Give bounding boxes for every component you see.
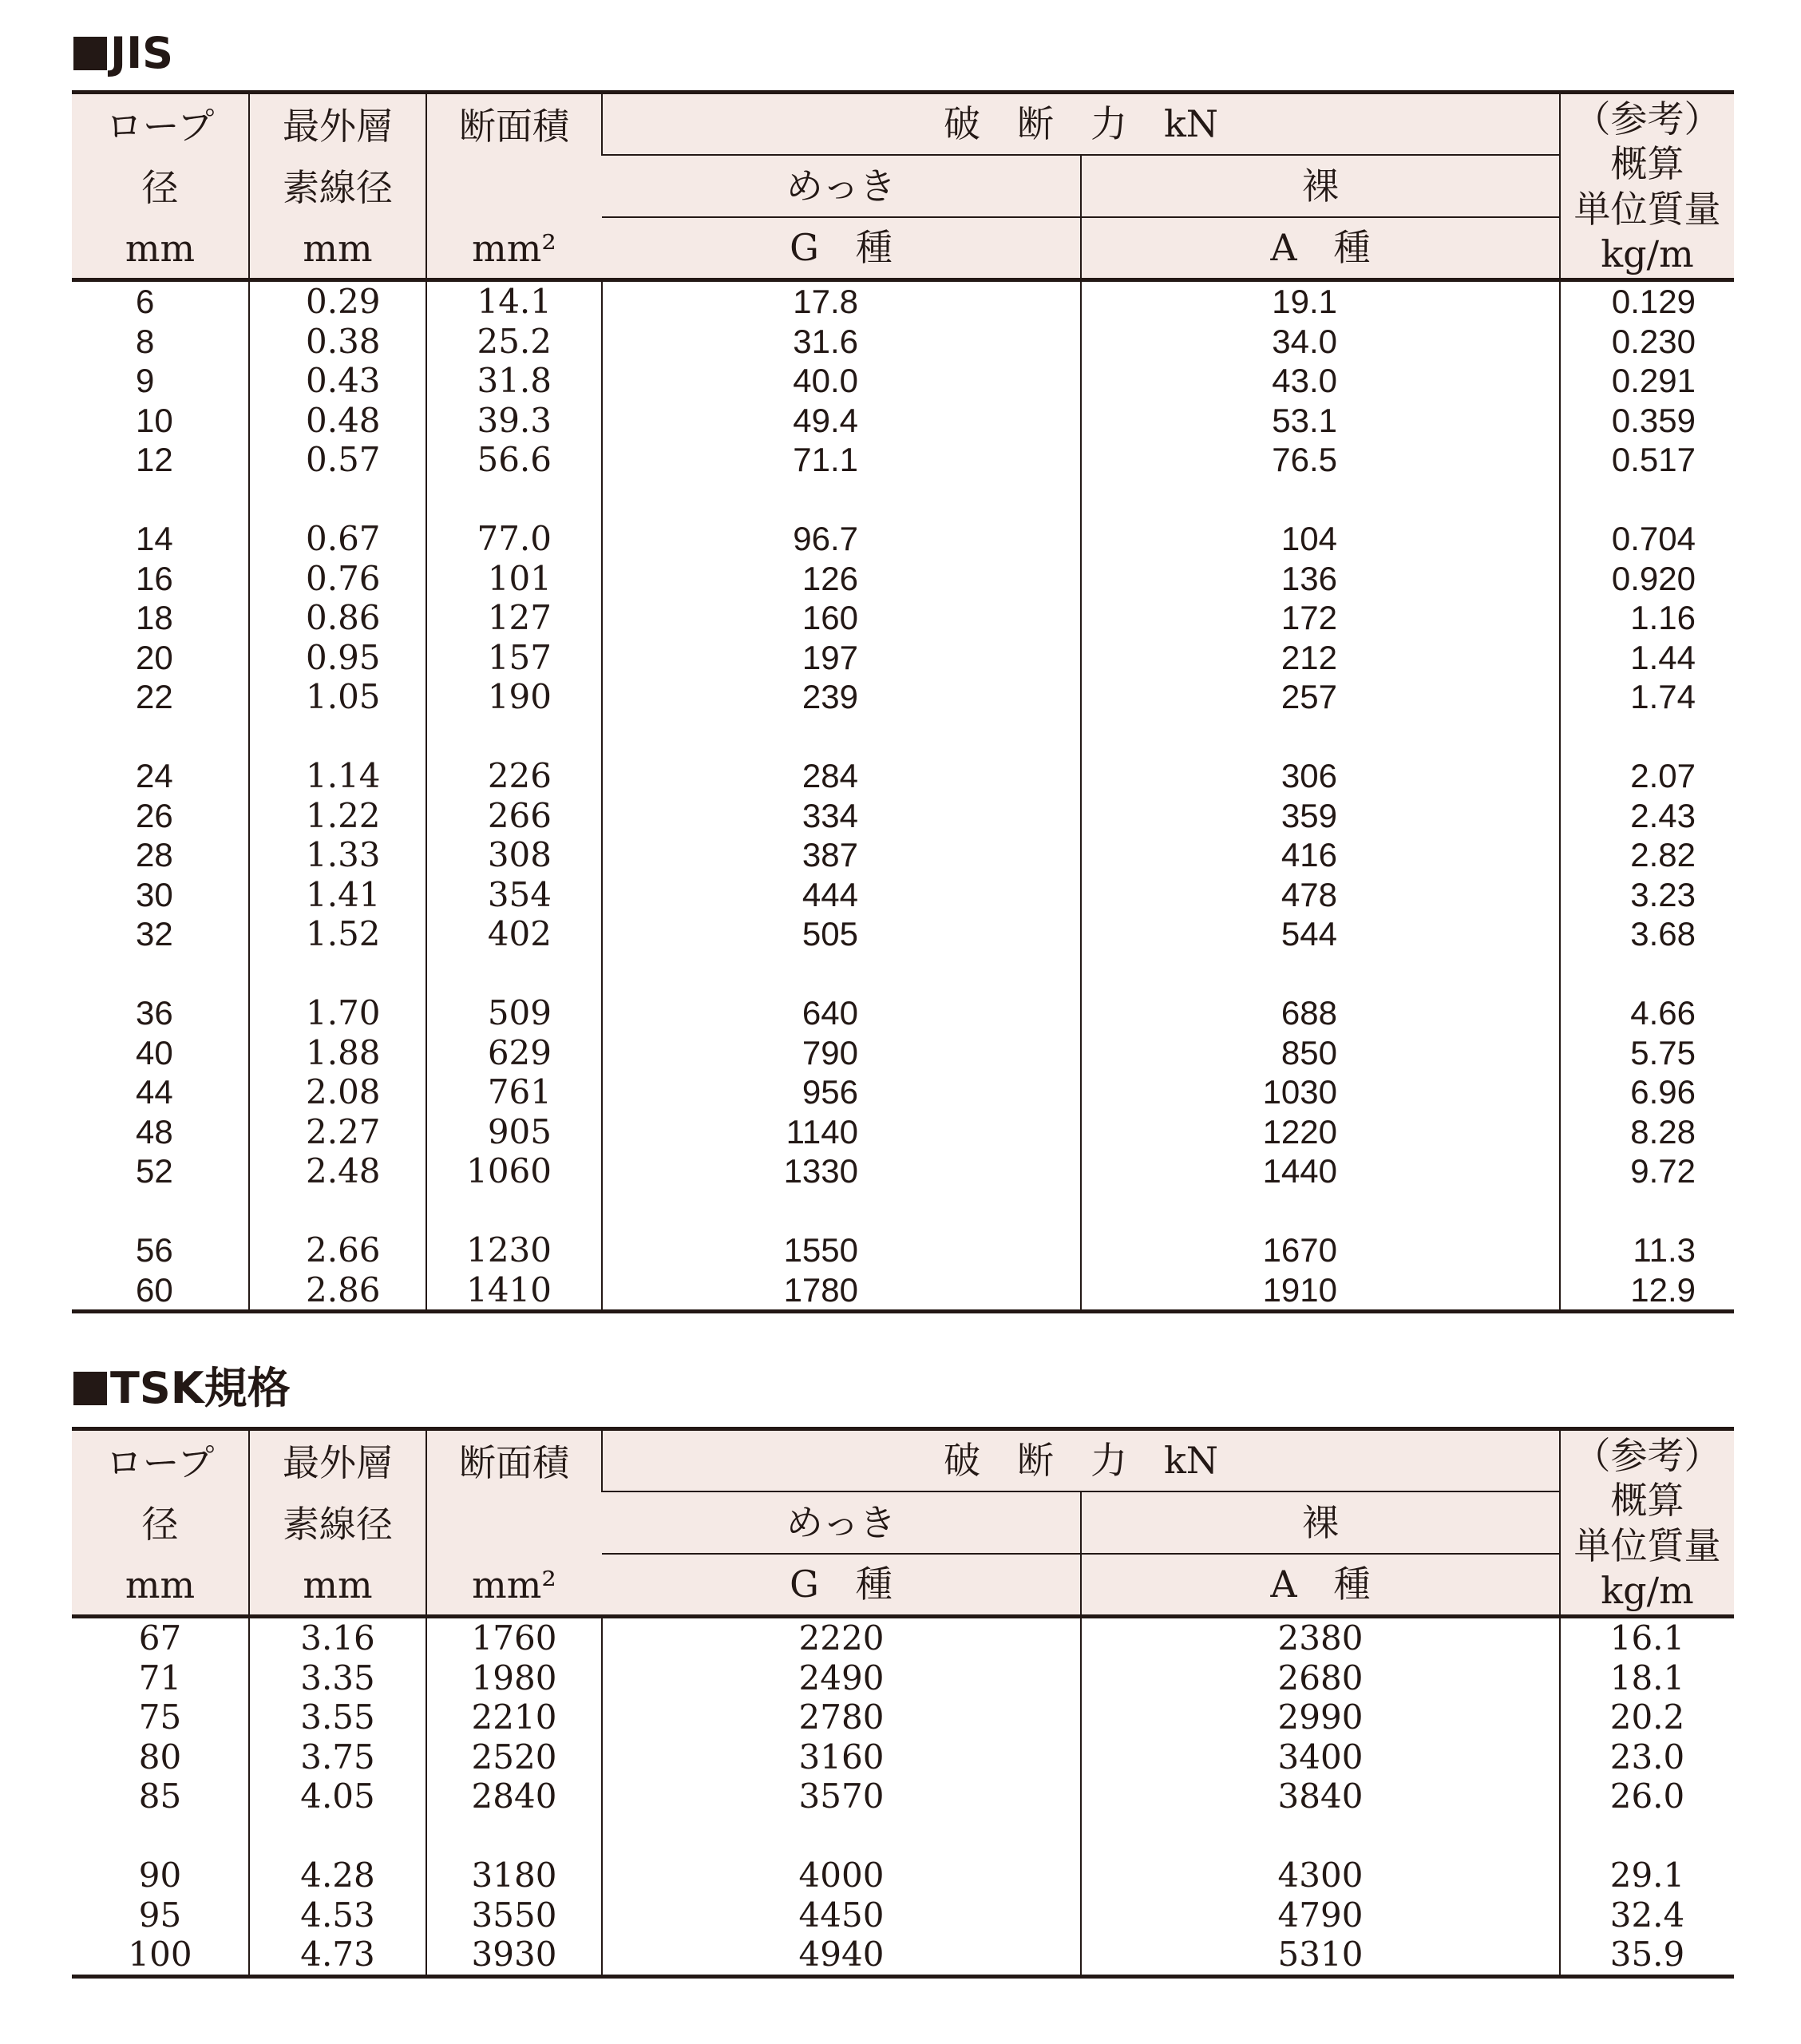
cross-section-cell: 31.8 bbox=[426, 361, 602, 401]
outer-wire-diameter-cell: 0.29 bbox=[249, 280, 426, 322]
table-row bbox=[72, 835, 1734, 875]
cross-section-cell: 3550 bbox=[426, 1895, 602, 1935]
outer-wire-diameter-cell: 4.53 bbox=[249, 1895, 426, 1935]
spacer-cell bbox=[602, 717, 1081, 757]
bare-a-breaking-cell: 2380 bbox=[1081, 1617, 1560, 1658]
outer-wire-diameter-cell: 1.70 bbox=[249, 993, 426, 1033]
outer-wire-diameter-cell: 4.73 bbox=[249, 1935, 426, 1976]
jis-table bbox=[72, 90, 1734, 1313]
table-row bbox=[72, 1856, 1734, 1895]
unit-mass-cell: 1.16 bbox=[1560, 598, 1734, 638]
bare-a-breaking-cell: 850 bbox=[1081, 1033, 1560, 1073]
plated-g-breaking-cell: 505 bbox=[602, 914, 1081, 954]
plated-g-breaking-cell: 197 bbox=[602, 638, 1081, 678]
cross-section-cell: 2840 bbox=[426, 1777, 602, 1816]
outer-wire-diameter-cell: 4.28 bbox=[249, 1856, 426, 1895]
col-rope-diameter-header: ロープ 径 mm bbox=[72, 1429, 249, 1617]
spacer-cell bbox=[249, 717, 426, 757]
rope-diameter-cell: 40 bbox=[136, 1033, 173, 1072]
cross-section-cell: 190 bbox=[426, 677, 602, 717]
col-breaking-force-header: 破 断 力 kN bbox=[602, 93, 1560, 155]
unit-mass-cell: 29.1 bbox=[1560, 1856, 1734, 1895]
cross-section-cell: 1760 bbox=[426, 1617, 602, 1658]
spacer-cell bbox=[1560, 1816, 1734, 1856]
plated-g-breaking-cell: 2220 bbox=[602, 1617, 1081, 1658]
table-row bbox=[72, 1617, 1734, 1658]
rope-diameter-cell: 95 bbox=[138, 1895, 182, 1935]
spacer-cell bbox=[426, 1191, 602, 1231]
tsk-title-text: TSK規格 bbox=[110, 1363, 291, 1413]
spacer-cell bbox=[249, 480, 426, 520]
table-row bbox=[72, 756, 1734, 796]
bare-a-breaking-cell: 359 bbox=[1081, 796, 1560, 836]
spacer-cell bbox=[426, 1816, 602, 1856]
bare-a-breaking-cell: 1440 bbox=[1081, 1151, 1560, 1191]
spacer-cell bbox=[426, 954, 602, 994]
col-a-type-header: A 種 bbox=[1081, 1554, 1560, 1616]
unit-mass-cell: 16.1 bbox=[1560, 1617, 1734, 1658]
bare-a-breaking-cell: 1030 bbox=[1081, 1072, 1560, 1112]
spacer-cell bbox=[1081, 1816, 1560, 1856]
col-rope-diameter-header: ロープ 径 mm bbox=[72, 93, 249, 280]
table-row bbox=[72, 519, 1734, 559]
rope-diameter-cell: 90 bbox=[138, 1856, 182, 1895]
col-plated-header: めっき bbox=[602, 155, 1081, 217]
outer-wire-diameter-cell: 1.14 bbox=[249, 756, 426, 796]
outer-wire-diameter-cell: 2.86 bbox=[249, 1270, 426, 1312]
plated-g-breaking-cell: 4450 bbox=[602, 1895, 1081, 1935]
plated-g-breaking-cell: 1780 bbox=[602, 1270, 1081, 1312]
rope-diameter-cell: 30 bbox=[136, 875, 173, 913]
unit-mass-cell: 0.359 bbox=[1560, 401, 1734, 441]
unit-mass-cell: 0.704 bbox=[1560, 519, 1734, 559]
outer-wire-diameter-cell: 0.43 bbox=[249, 361, 426, 401]
outer-wire-diameter-cell: 1.33 bbox=[249, 835, 426, 875]
col-cross-section-header: 断面積 mm² bbox=[426, 93, 602, 280]
plated-g-breaking-cell: 2780 bbox=[602, 1697, 1081, 1737]
bare-a-breaking-cell: 1670 bbox=[1081, 1230, 1560, 1270]
plated-g-breaking-cell: 1550 bbox=[602, 1230, 1081, 1270]
unit-mass-cell: 3.23 bbox=[1560, 875, 1734, 915]
cross-section-cell: 629 bbox=[426, 1033, 602, 1073]
plated-g-breaking-cell: 17.8 bbox=[602, 280, 1081, 322]
table-row bbox=[72, 322, 1734, 362]
outer-wire-diameter-cell: 2.48 bbox=[249, 1151, 426, 1191]
rope-diameter-cell: 10 bbox=[136, 401, 173, 439]
bare-a-breaking-cell: 257 bbox=[1081, 677, 1560, 717]
table-row bbox=[72, 796, 1734, 836]
unit-mass-cell: 0.920 bbox=[1560, 559, 1734, 599]
bare-a-breaking-cell: 3400 bbox=[1081, 1737, 1560, 1777]
cross-section-cell: 101 bbox=[426, 559, 602, 599]
unit-mass-cell: 2.43 bbox=[1560, 796, 1734, 836]
spacer-cell bbox=[602, 954, 1081, 994]
cross-section-cell: 761 bbox=[426, 1072, 602, 1112]
tsk-table-header bbox=[72, 1429, 1734, 1617]
plated-g-breaking-cell: 334 bbox=[602, 796, 1081, 836]
outer-wire-diameter-cell: 2.66 bbox=[249, 1230, 426, 1270]
outer-wire-diameter-cell: 1.22 bbox=[249, 796, 426, 836]
table-row bbox=[72, 280, 1734, 322]
outer-wire-diameter-cell: 4.05 bbox=[249, 1777, 426, 1816]
spacer-row bbox=[72, 480, 1734, 520]
cross-section-cell: 3180 bbox=[426, 1856, 602, 1895]
plated-g-breaking-cell: 3160 bbox=[602, 1737, 1081, 1777]
col-a-type-header: A 種 bbox=[1081, 217, 1560, 279]
plated-g-breaking-cell: 387 bbox=[602, 835, 1081, 875]
cross-section-cell: 39.3 bbox=[426, 401, 602, 441]
col-outer-wire-diameter-header: 最外層 素線径 mm bbox=[249, 93, 426, 280]
unit-mass-cell: 3.68 bbox=[1560, 914, 1734, 954]
table-row bbox=[72, 1270, 1734, 1312]
spacer-cell bbox=[249, 954, 426, 994]
bare-a-breaking-cell: 2990 bbox=[1081, 1697, 1560, 1737]
cross-section-cell: 77.0 bbox=[426, 519, 602, 559]
rope-diameter-cell: 20 bbox=[136, 638, 173, 676]
spacer-cell bbox=[72, 1816, 249, 1856]
table-row bbox=[72, 1737, 1734, 1777]
spacer-cell bbox=[1560, 954, 1734, 994]
col-g-type-header: G 種 bbox=[602, 1554, 1081, 1616]
rope-diameter-cell: 12 bbox=[136, 441, 173, 478]
outer-wire-diameter-cell: 0.76 bbox=[249, 559, 426, 599]
bare-a-breaking-cell: 1910 bbox=[1081, 1270, 1560, 1312]
table-row bbox=[72, 1895, 1734, 1935]
table-row bbox=[72, 1112, 1734, 1152]
rope-diameter-cell: 60 bbox=[72, 1270, 249, 1312]
table-row bbox=[72, 993, 1734, 1033]
col-outer-wire-diameter-header: 最外層 素線径 mm bbox=[249, 1429, 426, 1617]
outer-wire-diameter-cell: 0.38 bbox=[249, 322, 426, 362]
outer-wire-diameter-cell: 0.67 bbox=[249, 519, 426, 559]
plated-g-breaking-cell: 2490 bbox=[602, 1658, 1081, 1698]
unit-mass-cell: 0.291 bbox=[1560, 361, 1734, 401]
bare-a-breaking-cell: 19.1 bbox=[1081, 280, 1560, 322]
spacer-cell bbox=[1560, 717, 1734, 757]
cross-section-cell: 509 bbox=[426, 993, 602, 1033]
unit-mass-cell: 32.4 bbox=[1560, 1895, 1734, 1935]
spacer-cell bbox=[1560, 480, 1734, 520]
outer-wire-diameter-cell: 3.55 bbox=[249, 1697, 426, 1737]
plated-g-breaking-cell: 640 bbox=[602, 993, 1081, 1033]
spacer-cell bbox=[1081, 480, 1560, 520]
outer-wire-diameter-cell: 0.57 bbox=[249, 440, 426, 480]
col-unit-mass-header: （参考） 概算 単位質量 kg/m bbox=[1560, 93, 1734, 280]
unit-mass-cell: 6.96 bbox=[1560, 1072, 1734, 1112]
outer-wire-diameter-cell: 0.95 bbox=[249, 638, 426, 678]
unit-mass-cell: 1.74 bbox=[1560, 677, 1734, 717]
rope-diameter-cell: 44 bbox=[136, 1073, 173, 1111]
unit-mass-cell: 5.75 bbox=[1560, 1033, 1734, 1073]
table-row bbox=[72, 677, 1734, 717]
col-cross-section-header: 断面積 mm² bbox=[426, 1429, 602, 1617]
table-row bbox=[72, 1072, 1734, 1112]
cross-section-cell: 25.2 bbox=[426, 322, 602, 362]
outer-wire-diameter-cell: 2.08 bbox=[249, 1072, 426, 1112]
bare-a-breaking-cell: 76.5 bbox=[1081, 440, 1560, 480]
cross-section-cell: 127 bbox=[426, 598, 602, 638]
cross-section-cell: 905 bbox=[426, 1112, 602, 1152]
plated-g-breaking-cell: 444 bbox=[602, 875, 1081, 915]
table-row bbox=[72, 875, 1734, 915]
table-row bbox=[72, 440, 1734, 480]
bare-a-breaking-cell: 2680 bbox=[1081, 1658, 1560, 1698]
rope-diameter-cell: 100 bbox=[72, 1935, 249, 1976]
rope-diameter-cell: 71 bbox=[138, 1658, 182, 1697]
table-row bbox=[72, 1151, 1734, 1191]
plated-g-breaking-cell: 49.4 bbox=[602, 401, 1081, 441]
cross-section-cell: 2210 bbox=[426, 1697, 602, 1737]
plated-g-breaking-cell: 126 bbox=[602, 559, 1081, 599]
unit-mass-cell: 0.517 bbox=[1560, 440, 1734, 480]
spacer-cell bbox=[72, 717, 249, 757]
jis-title-text: JIS bbox=[110, 28, 174, 78]
cross-section-cell: 56.6 bbox=[426, 440, 602, 480]
rope-diameter-cell: 8 bbox=[136, 322, 155, 360]
unit-mass-cell: 0.230 bbox=[1560, 322, 1734, 362]
col-g-type-header: G 種 bbox=[602, 217, 1081, 279]
unit-mass-cell: 20.2 bbox=[1560, 1697, 1734, 1737]
spacer-cell bbox=[1081, 1191, 1560, 1231]
rope-diameter-cell: 52 bbox=[136, 1152, 173, 1190]
unit-mass-cell: 2.07 bbox=[1560, 756, 1734, 796]
bare-a-breaking-cell: 3840 bbox=[1081, 1777, 1560, 1816]
cross-section-cell: 14.1 bbox=[426, 280, 602, 322]
unit-mass-cell: 18.1 bbox=[1560, 1658, 1734, 1698]
plated-g-breaking-cell: 31.6 bbox=[602, 322, 1081, 362]
rope-diameter-cell: 16 bbox=[136, 559, 173, 597]
bare-a-breaking-cell: 172 bbox=[1081, 598, 1560, 638]
cross-section-cell: 226 bbox=[426, 756, 602, 796]
cross-section-cell: 1410 bbox=[426, 1270, 602, 1312]
rope-diameter-cell: 26 bbox=[136, 796, 173, 834]
rope-diameter-cell: 22 bbox=[136, 678, 173, 715]
col-bare-header: 裸 bbox=[1081, 1491, 1560, 1554]
spacer-cell bbox=[72, 954, 249, 994]
bare-a-breaking-cell: 53.1 bbox=[1081, 401, 1560, 441]
rope-diameter-cell: 32 bbox=[136, 915, 173, 953]
unit-mass-cell: 11.3 bbox=[1560, 1230, 1734, 1270]
spacer-cell bbox=[602, 1816, 1081, 1856]
cross-section-cell: 3930 bbox=[426, 1935, 602, 1976]
plated-g-breaking-cell: 1140 bbox=[602, 1112, 1081, 1152]
outer-wire-diameter-cell: 1.52 bbox=[249, 914, 426, 954]
outer-wire-diameter-cell: 3.35 bbox=[249, 1658, 426, 1698]
table-row bbox=[72, 1033, 1734, 1073]
rope-diameter-cell: 14 bbox=[136, 520, 173, 557]
outer-wire-diameter-cell: 2.27 bbox=[249, 1112, 426, 1152]
outer-wire-diameter-cell: 3.75 bbox=[249, 1737, 426, 1777]
plated-g-breaking-cell: 40.0 bbox=[602, 361, 1081, 401]
col-plated-header: めっき bbox=[602, 1491, 1081, 1554]
tsk-section-title bbox=[73, 1363, 291, 1413]
plated-g-breaking-cell: 956 bbox=[602, 1072, 1081, 1112]
bare-a-breaking-cell: 43.0 bbox=[1081, 361, 1560, 401]
spacer-row bbox=[72, 717, 1734, 757]
outer-wire-diameter-cell: 0.48 bbox=[249, 401, 426, 441]
cross-section-cell: 308 bbox=[426, 835, 602, 875]
spacer-cell bbox=[1081, 954, 1560, 994]
cross-section-cell: 157 bbox=[426, 638, 602, 678]
rope-diameter-cell: 36 bbox=[136, 994, 173, 1032]
tsk-table-body bbox=[72, 1617, 1734, 1977]
unit-mass-cell: 4.66 bbox=[1560, 993, 1734, 1033]
spacer-cell bbox=[1560, 1191, 1734, 1231]
table-row bbox=[72, 361, 1734, 401]
bare-a-breaking-cell: 544 bbox=[1081, 914, 1560, 954]
spacer-cell bbox=[426, 717, 602, 757]
plated-g-breaking-cell: 284 bbox=[602, 756, 1081, 796]
plated-g-breaking-cell: 160 bbox=[602, 598, 1081, 638]
spacer-cell bbox=[249, 1816, 426, 1856]
cross-section-cell: 354 bbox=[426, 875, 602, 915]
rope-diameter-cell: 67 bbox=[138, 1618, 182, 1658]
spacer-cell bbox=[72, 480, 249, 520]
rope-diameter-cell: 6 bbox=[136, 283, 155, 320]
bare-a-breaking-cell: 416 bbox=[1081, 835, 1560, 875]
spacer-cell bbox=[1081, 717, 1560, 757]
rope-diameter-cell: 48 bbox=[136, 1112, 173, 1151]
bare-a-breaking-cell: 34.0 bbox=[1081, 322, 1560, 362]
cross-section-cell: 402 bbox=[426, 914, 602, 954]
spacer-cell bbox=[602, 480, 1081, 520]
unit-mass-cell: 0.129 bbox=[1560, 280, 1734, 322]
square-bullet-icon bbox=[73, 1372, 107, 1405]
unit-mass-cell: 35.9 bbox=[1560, 1935, 1734, 1976]
bare-a-breaking-cell: 212 bbox=[1081, 638, 1560, 678]
bare-a-breaking-cell: 306 bbox=[1081, 756, 1560, 796]
unit-mass-cell: 8.28 bbox=[1560, 1112, 1734, 1152]
table-row bbox=[72, 1777, 1734, 1816]
rope-diameter-cell: 9 bbox=[136, 362, 155, 399]
bare-a-breaking-cell: 104 bbox=[1081, 519, 1560, 559]
bare-a-breaking-cell: 136 bbox=[1081, 559, 1560, 599]
table-row bbox=[72, 638, 1734, 678]
outer-wire-diameter-cell: 0.86 bbox=[249, 598, 426, 638]
table-row bbox=[72, 401, 1734, 441]
spacer-row bbox=[72, 1191, 1734, 1231]
rope-diameter-cell: 56 bbox=[136, 1231, 173, 1269]
cross-section-cell: 2520 bbox=[426, 1737, 602, 1777]
tsk-table bbox=[72, 1427, 1734, 1979]
unit-mass-cell: 23.0 bbox=[1560, 1737, 1734, 1777]
spacer-cell bbox=[249, 1191, 426, 1231]
spacer-cell bbox=[72, 1191, 249, 1231]
col-bare-header: 裸 bbox=[1081, 155, 1560, 217]
spacer-row bbox=[72, 954, 1734, 994]
rope-diameter-cell: 28 bbox=[136, 836, 173, 873]
table-row bbox=[72, 559, 1734, 599]
jis-table-body bbox=[72, 280, 1734, 1312]
bare-a-breaking-cell: 1220 bbox=[1081, 1112, 1560, 1152]
spacer-cell bbox=[602, 1191, 1081, 1231]
plated-g-breaking-cell: 239 bbox=[602, 677, 1081, 717]
cross-section-cell: 1060 bbox=[426, 1151, 602, 1191]
square-bullet-icon bbox=[73, 37, 107, 70]
plated-g-breaking-cell: 96.7 bbox=[602, 519, 1081, 559]
cross-section-cell: 1980 bbox=[426, 1658, 602, 1698]
jis-table-header bbox=[72, 93, 1734, 280]
cross-section-cell: 1230 bbox=[426, 1230, 602, 1270]
table-row bbox=[72, 598, 1734, 638]
outer-wire-diameter-cell: 1.41 bbox=[249, 875, 426, 915]
col-breaking-force-header: 破 断 力 kN bbox=[602, 1429, 1560, 1491]
spacer-cell bbox=[426, 480, 602, 520]
bare-a-breaking-cell: 478 bbox=[1081, 875, 1560, 915]
rope-diameter-cell: 18 bbox=[136, 599, 173, 636]
table-row bbox=[72, 914, 1734, 954]
bare-a-breaking-cell: 4790 bbox=[1081, 1895, 1560, 1935]
unit-mass-cell: 9.72 bbox=[1560, 1151, 1734, 1191]
outer-wire-diameter-cell: 3.16 bbox=[249, 1617, 426, 1658]
jis-section-title bbox=[73, 28, 174, 78]
spacer-row bbox=[72, 1816, 1734, 1856]
unit-mass-cell: 26.0 bbox=[1560, 1777, 1734, 1816]
table-row bbox=[72, 1658, 1734, 1698]
table-row bbox=[72, 1697, 1734, 1737]
unit-mass-cell: 2.82 bbox=[1560, 835, 1734, 875]
bare-a-breaking-cell: 5310 bbox=[1081, 1935, 1560, 1976]
plated-g-breaking-cell: 1330 bbox=[602, 1151, 1081, 1191]
bare-a-breaking-cell: 4300 bbox=[1081, 1856, 1560, 1895]
table-row bbox=[72, 1935, 1734, 1976]
rope-diameter-cell: 75 bbox=[138, 1697, 182, 1737]
cross-section-cell: 266 bbox=[426, 796, 602, 836]
outer-wire-diameter-cell: 1.88 bbox=[249, 1033, 426, 1073]
rope-diameter-cell: 80 bbox=[138, 1737, 182, 1777]
plated-g-breaking-cell: 4940 bbox=[602, 1935, 1081, 1976]
rope-diameter-cell: 24 bbox=[136, 757, 173, 794]
plated-g-breaking-cell: 71.1 bbox=[602, 440, 1081, 480]
unit-mass-cell: 12.9 bbox=[1560, 1270, 1734, 1312]
table-row bbox=[72, 1230, 1734, 1270]
plated-g-breaking-cell: 3570 bbox=[602, 1777, 1081, 1816]
outer-wire-diameter-cell: 1.05 bbox=[249, 677, 426, 717]
rope-diameter-cell: 85 bbox=[138, 1777, 182, 1816]
unit-mass-cell: 1.44 bbox=[1560, 638, 1734, 678]
plated-g-breaking-cell: 4000 bbox=[602, 1856, 1081, 1895]
plated-g-breaking-cell: 790 bbox=[602, 1033, 1081, 1073]
bare-a-breaking-cell: 688 bbox=[1081, 993, 1560, 1033]
col-unit-mass-header: （参考） 概算 単位質量 kg/m bbox=[1560, 1429, 1734, 1617]
